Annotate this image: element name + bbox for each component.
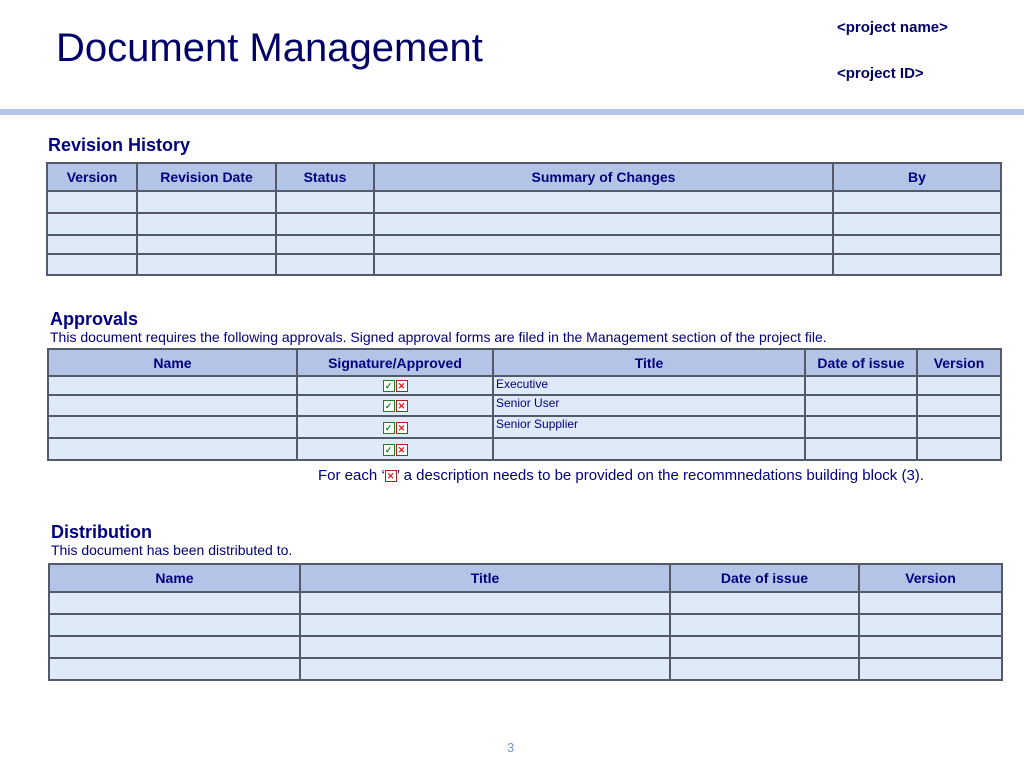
table-cell[interactable] xyxy=(47,213,137,235)
revision-history-heading: Revision History xyxy=(48,135,191,155)
table-cell[interactable] xyxy=(859,658,1002,680)
column-header-summary-of-changes: Summary of Changes xyxy=(374,163,833,191)
revision-history-table xyxy=(46,162,1002,276)
table-row xyxy=(49,614,1002,636)
column-header-title: Title xyxy=(300,564,670,592)
rejected-checkbox-icon[interactable]: ✕ xyxy=(396,380,408,392)
table-cell[interactable] xyxy=(805,438,917,460)
table-cell[interactable] xyxy=(49,614,300,636)
column-header-date-of-issue: Date of issue xyxy=(805,349,917,376)
table-cell[interactable] xyxy=(833,213,1001,235)
table-row xyxy=(48,395,1001,416)
table-cell[interactable] xyxy=(859,636,1002,658)
table-row xyxy=(48,376,1001,395)
column-header-signature-approved: Signature/Approved xyxy=(297,349,493,376)
table-row xyxy=(47,213,1001,235)
table-cell[interactable] xyxy=(48,376,297,395)
table-cell[interactable] xyxy=(47,254,137,275)
approved-checkbox-icon[interactable]: ✓ xyxy=(383,400,395,412)
table-cell[interactable]: Senior Supplier xyxy=(493,416,805,438)
table-cell[interactable] xyxy=(493,438,805,460)
page-number: 3 xyxy=(507,740,515,755)
column-header-title: Title xyxy=(493,349,805,376)
table-cell[interactable] xyxy=(48,416,297,438)
rejected-checkbox-icon[interactable]: ✕ xyxy=(396,444,408,456)
table-row xyxy=(47,191,1001,213)
table-cell[interactable] xyxy=(49,636,300,658)
approved-checkbox-icon[interactable]: ✓ xyxy=(383,422,395,434)
column-header-by: By xyxy=(833,163,1001,191)
table-row xyxy=(47,235,1001,254)
signature-approved-cell xyxy=(297,416,493,438)
table-cell[interactable] xyxy=(374,213,833,235)
approvals-heading: Approvals xyxy=(50,309,139,329)
table-cell[interactable] xyxy=(300,658,670,680)
column-header-version: Version xyxy=(47,163,137,191)
table-cell[interactable] xyxy=(833,254,1001,275)
table-cell[interactable] xyxy=(917,376,1001,395)
table-row xyxy=(48,416,1001,438)
table-cell[interactable] xyxy=(47,191,137,213)
table-cell[interactable]: Executive xyxy=(493,376,805,395)
table-cell[interactable] xyxy=(917,395,1001,416)
table-cell[interactable] xyxy=(833,191,1001,213)
table-cell[interactable] xyxy=(48,395,297,416)
table-cell[interactable] xyxy=(49,658,300,680)
signature-approved-cell xyxy=(297,438,493,460)
header-divider xyxy=(0,109,1024,115)
approvals-table xyxy=(47,348,1002,461)
column-header-version: Version xyxy=(917,349,1001,376)
project-name: <project name> xyxy=(837,19,948,36)
distribution-subtitle: This document has been distributed to. xyxy=(51,542,293,558)
table-cell[interactable] xyxy=(805,395,917,416)
approvals-subtitle: This document requires the following approvals. Signed approval forms are filed in the Management section of the project file. xyxy=(50,329,827,345)
signature-approved-cell xyxy=(297,376,493,395)
column-header-revision-date: Revision Date xyxy=(137,163,276,191)
table-row xyxy=(49,636,1002,658)
table-cell[interactable] xyxy=(137,254,276,275)
table-cell[interactable] xyxy=(276,235,374,254)
table-cell[interactable] xyxy=(670,636,859,658)
table-cell[interactable] xyxy=(670,614,859,636)
rejected-icon: ✕ xyxy=(385,470,397,482)
table-cell[interactable] xyxy=(137,191,276,213)
table-cell[interactable] xyxy=(917,438,1001,460)
table-cell[interactable] xyxy=(805,376,917,395)
distribution-heading: Distribution xyxy=(51,522,152,542)
table-cell[interactable] xyxy=(300,636,670,658)
table-cell[interactable] xyxy=(137,213,276,235)
column-header-name: Name xyxy=(48,349,297,376)
column-header-status: Status xyxy=(276,163,374,191)
approved-checkbox-icon[interactable]: ✓ xyxy=(383,444,395,456)
table-cell[interactable] xyxy=(48,438,297,460)
rejected-checkbox-icon[interactable]: ✕ xyxy=(396,422,408,434)
table-cell[interactable] xyxy=(374,235,833,254)
table-cell[interactable] xyxy=(276,191,374,213)
note-text-before: For each ‘ xyxy=(318,467,385,484)
table-row xyxy=(47,254,1001,275)
table-cell[interactable] xyxy=(276,213,374,235)
table-cell[interactable]: Senior User xyxy=(493,395,805,416)
rejected-checkbox-icon[interactable]: ✕ xyxy=(396,400,408,412)
table-cell[interactable] xyxy=(859,614,1002,636)
signature-approved-cell xyxy=(297,395,493,416)
column-header-version: Version xyxy=(859,564,1002,592)
table-cell[interactable] xyxy=(805,416,917,438)
table-cell[interactable] xyxy=(49,592,300,614)
table-cell[interactable] xyxy=(137,235,276,254)
note-text-after: ’ a description needs to be provided on the recommnedations building block (3). xyxy=(396,467,924,484)
column-header-name: Name xyxy=(49,564,300,592)
table-cell[interactable] xyxy=(276,254,374,275)
approvals-note xyxy=(318,467,924,484)
project-id: <project ID> xyxy=(837,65,924,82)
distribution-table xyxy=(48,563,1003,681)
table-cell[interactable] xyxy=(833,235,1001,254)
table-cell[interactable] xyxy=(47,235,137,254)
table-row xyxy=(48,438,1001,460)
table-cell[interactable] xyxy=(374,191,833,213)
approved-checkbox-icon[interactable]: ✓ xyxy=(383,380,395,392)
page-title: Document Management xyxy=(56,26,483,70)
table-cell[interactable] xyxy=(374,254,833,275)
table-cell[interactable] xyxy=(300,592,670,614)
table-cell[interactable] xyxy=(670,592,859,614)
table-cell[interactable] xyxy=(859,592,1002,614)
column-header-date-of-issue: Date of issue xyxy=(670,564,859,592)
table-row xyxy=(49,658,1002,680)
table-cell[interactable] xyxy=(670,658,859,680)
table-row xyxy=(49,592,1002,614)
table-cell[interactable] xyxy=(917,416,1001,438)
table-cell[interactable] xyxy=(300,614,670,636)
